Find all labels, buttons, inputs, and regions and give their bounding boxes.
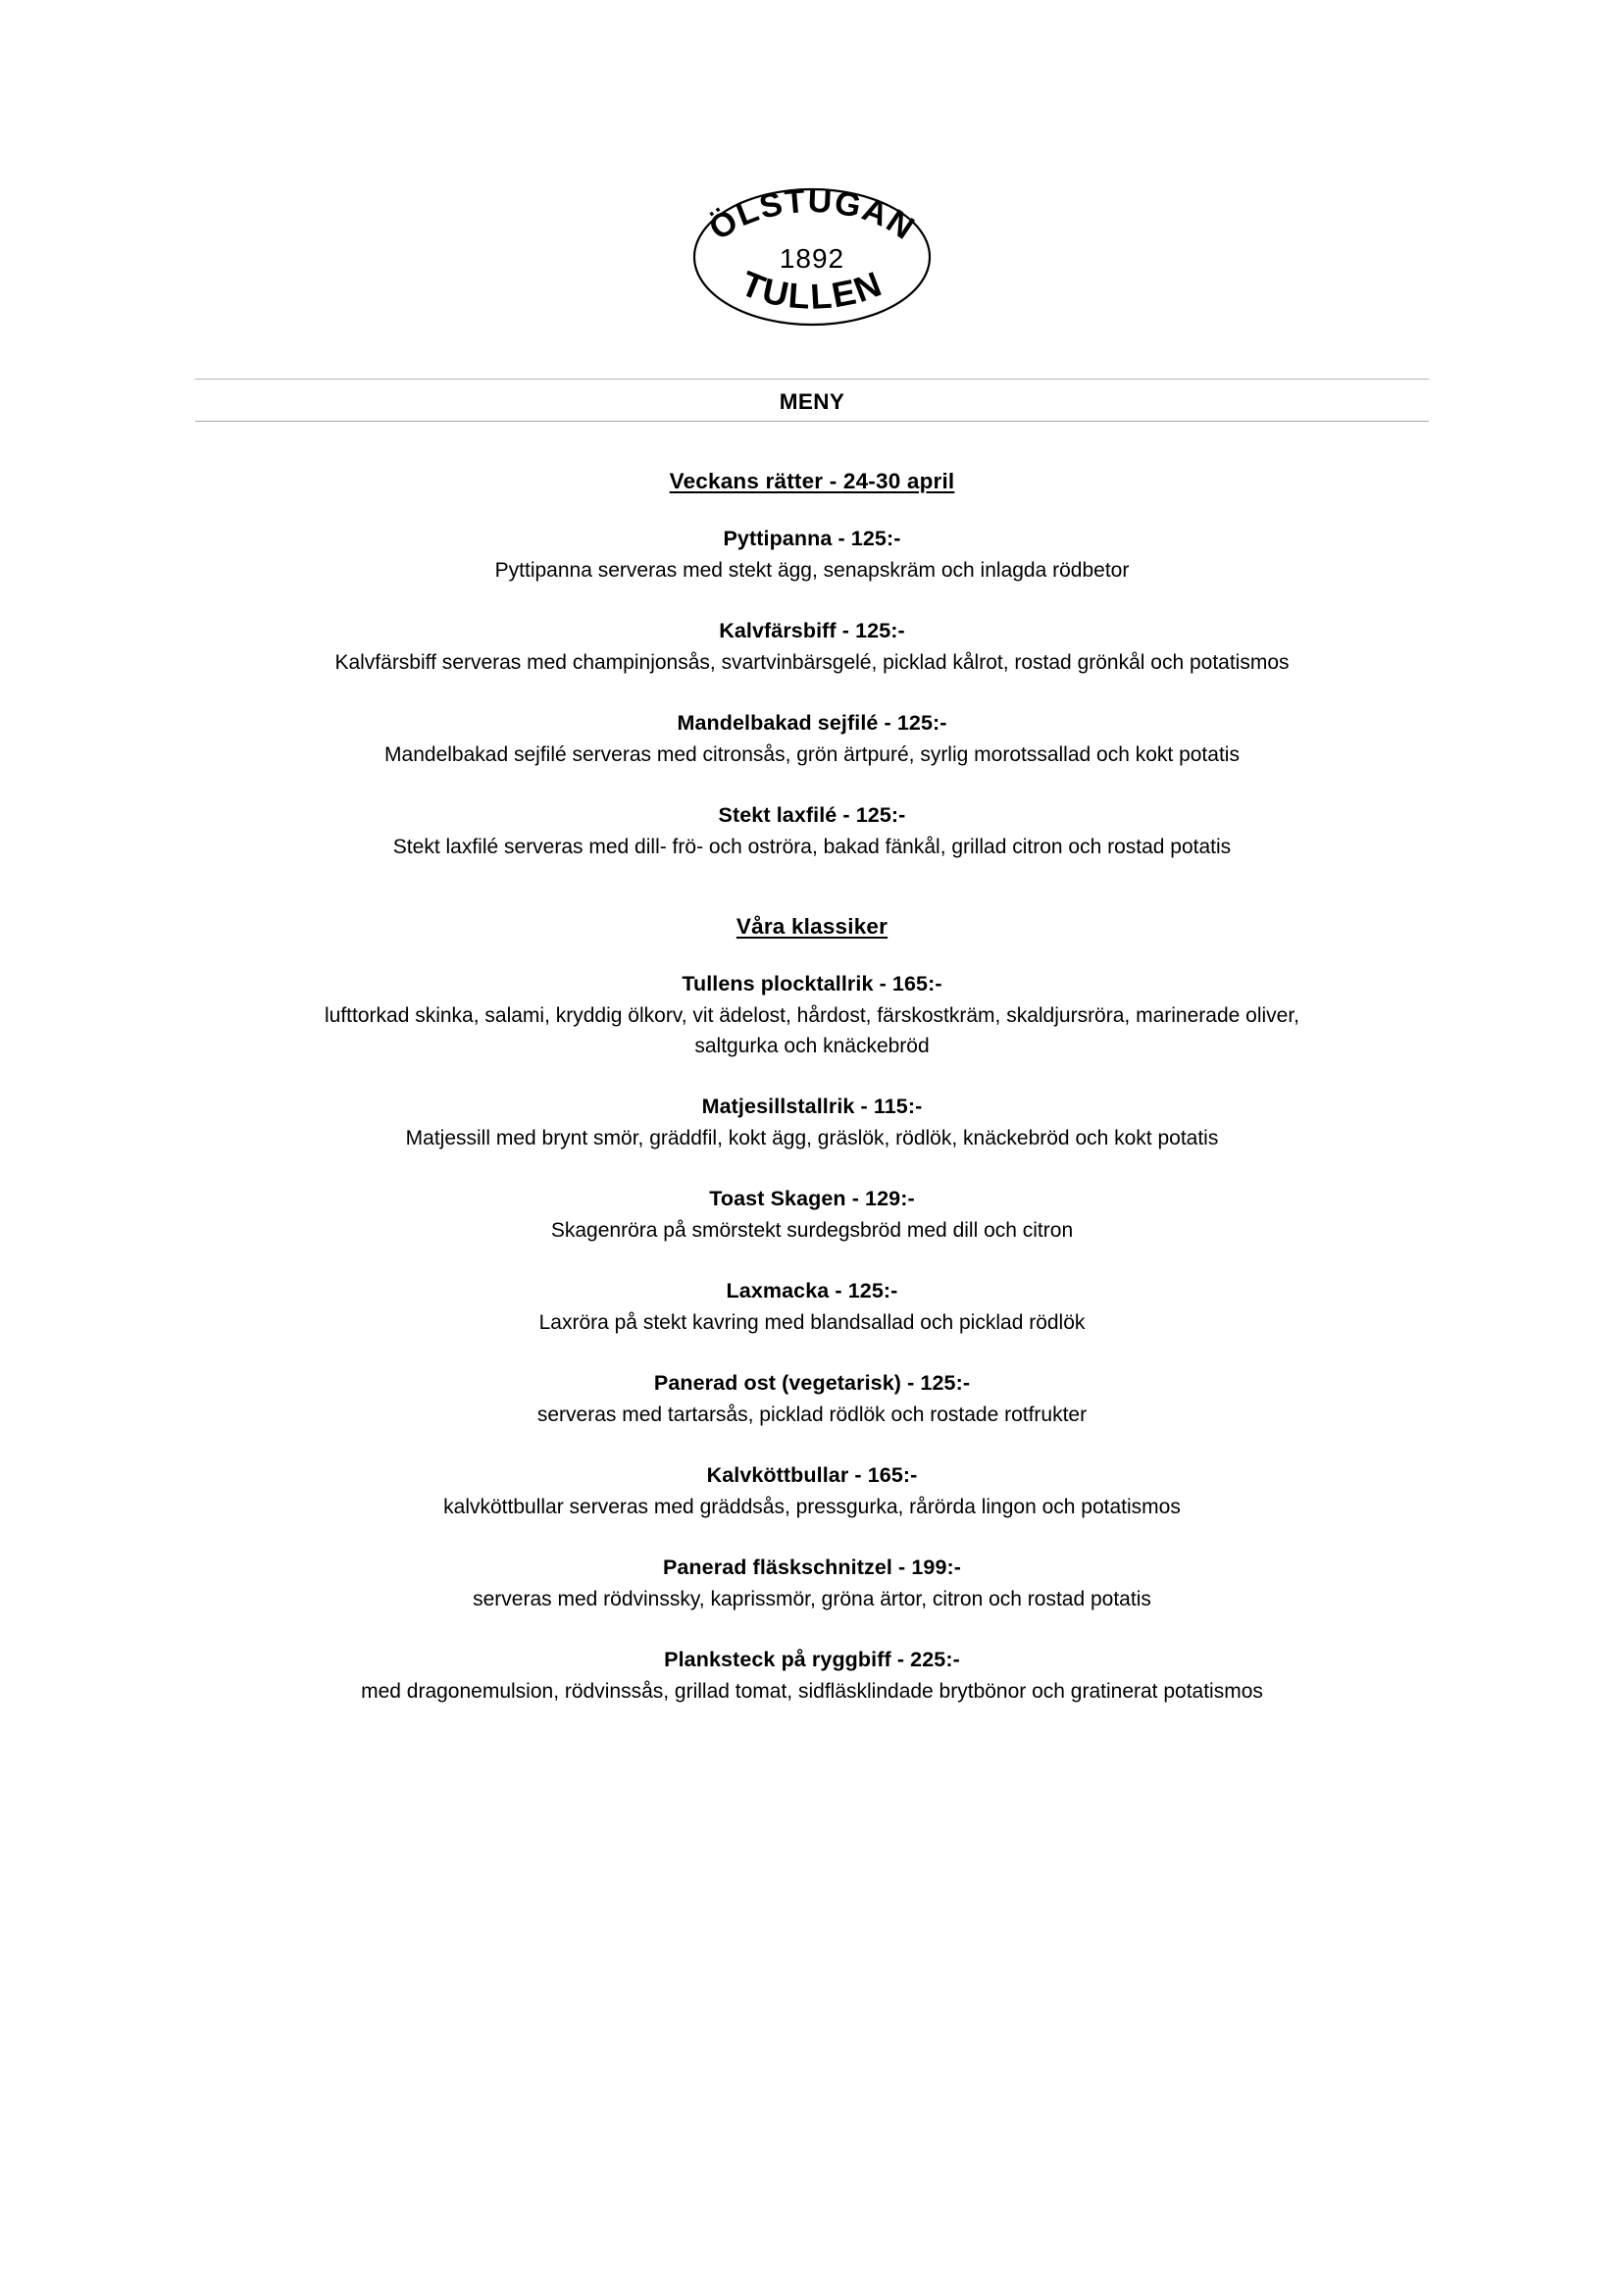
menu-item-description: Kalvfärsbiff serveras med champinjonsås, svartvinbärsgelé, picklad kålrot, rostad grönkål och potatismos xyxy=(334,651,1290,675)
menu-item xyxy=(195,616,1429,679)
menu-item-description: serveras med tartarsås, picklad rödlök och rostade rotfrukter xyxy=(536,1403,1088,1427)
menu-item-name: Kalvfärsbiff - 125:- xyxy=(719,619,905,643)
page-title: MENY xyxy=(779,389,845,414)
menu-item xyxy=(195,1553,1429,1615)
menu-item-description: Pyttipanna serveras med stekt ägg, senapskräm och inlagda rödbetor xyxy=(494,559,1130,583)
menu-item-name: Tullens plocktallrik - 165:- xyxy=(682,972,942,996)
section-heading: Veckans rätter - 24-30 april xyxy=(669,469,955,493)
menu-section xyxy=(195,469,1429,863)
menu-item xyxy=(195,1460,1429,1523)
menu-item-description: Laxröra på stekt kavring med blandsallad och picklad rödlök xyxy=(538,1311,1086,1335)
menu-item-name: Pyttipanna - 125:- xyxy=(723,527,901,550)
menu-content xyxy=(195,469,1429,1708)
logo-container xyxy=(0,0,1624,343)
menu-item-description: med dragonemulsion, rödvinssås, grillad tomat, sidfläsklindade brytbönor och gratinerat potatismos xyxy=(361,1680,1263,1704)
menu-item xyxy=(195,1276,1429,1339)
menu-item xyxy=(195,1368,1429,1431)
svg-text:TULLEN: TULLEN xyxy=(736,262,888,317)
menu-item-name: Laxmacka - 125:- xyxy=(726,1279,898,1303)
menu-section xyxy=(195,914,1429,1708)
olstugan-tullen-logo xyxy=(670,172,954,343)
menu-item-description: Stekt laxfilé serveras med dill- frö- och oströra, bakad fänkål, grillad citron och rostad potatis xyxy=(392,836,1232,859)
menu-item-description: lufttorkad skinka, salami, kryddig ölkorv, vit ädelost, hårdost, färskostkräm, skaldjursröra, marinerade oliver, saltgurka och knäckebröd xyxy=(325,1004,1299,1058)
menu-item-description: Skagenröra på smörstekt surdegsbröd med dill och citron xyxy=(550,1219,1074,1243)
menu-item-description: Matjessill med brynt smör, gräddfil, kokt ägg, gräslök, rödlök, knäckebröd och kokt potatis xyxy=(405,1127,1219,1150)
menu-item xyxy=(195,969,1429,1062)
menu-item-name: Toast Skagen - 129:- xyxy=(709,1187,915,1211)
menu-item-description: serveras med rödvinssky, kaprissmör, gröna ärtor, citron och rostad potatis xyxy=(473,1588,1151,1611)
menu-item xyxy=(195,800,1429,863)
menu-item-name: Kalvköttbullar - 165:- xyxy=(706,1463,918,1488)
menu-item xyxy=(195,524,1429,587)
menu-item xyxy=(195,1092,1429,1154)
menu-item-name: Stekt laxfilé - 125:- xyxy=(718,803,906,828)
menu-item-name: Mandelbakad sejfilé - 125:- xyxy=(677,711,947,736)
header-divider-bottom xyxy=(195,421,1429,422)
svg-text:ÖLSTUGAN: ÖLSTUGAN xyxy=(702,181,922,248)
section-heading: Våra klassiker xyxy=(736,914,888,940)
menu-item-name: Planksteck på ryggbiff - 225:- xyxy=(664,1648,960,1672)
logo-oval-icon xyxy=(670,172,954,343)
menu-item xyxy=(195,708,1429,771)
menu-item-name: Panerad fläskschnitzel - 199:- xyxy=(662,1556,962,1580)
menu-item-description: kalvköttbullar serveras med gräddsås, pressgurka, rårörda lingon och potatismos xyxy=(443,1496,1181,1519)
menu-item-name: Panerad ost (vegetarisk) - 125:- xyxy=(653,1371,971,1396)
menu-item xyxy=(195,1184,1429,1247)
menu-item xyxy=(195,1645,1429,1708)
svg-text:1892: 1892 xyxy=(779,243,845,274)
menu-item-description: Mandelbakad sejfilé serveras med citronsås, grön ärtpuré, syrlig morotssallad och kokt potatis xyxy=(384,743,1240,767)
menu-item-name: Matjesillstallrik - 115:- xyxy=(701,1095,923,1119)
